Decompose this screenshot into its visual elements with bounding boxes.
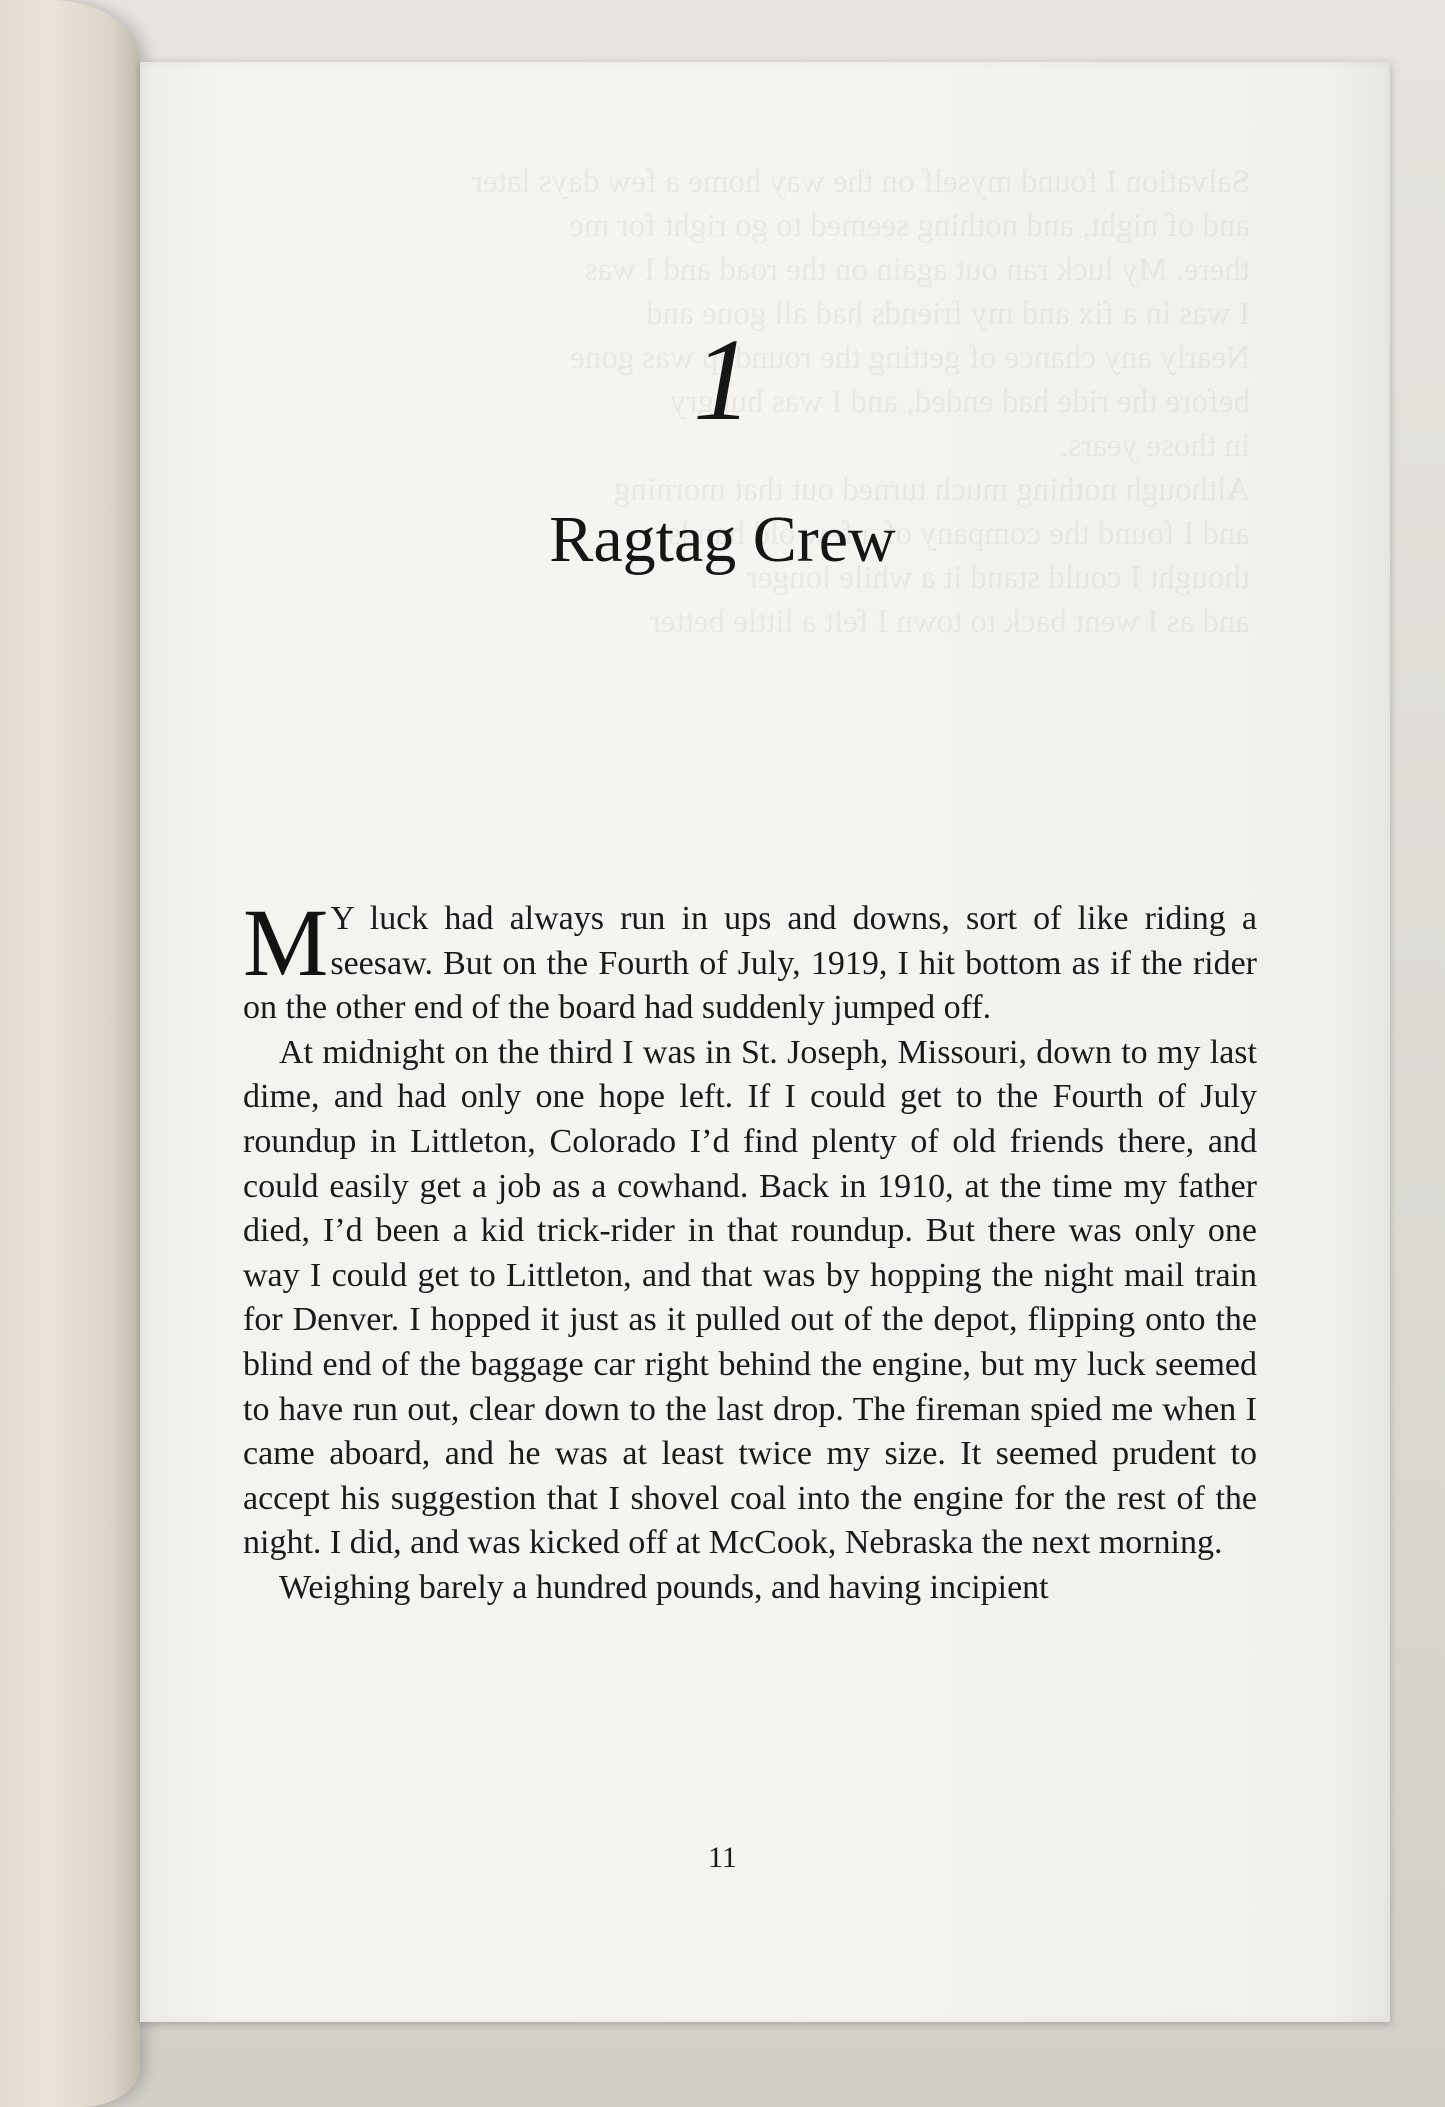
facing-page-edge <box>0 0 140 2107</box>
chapter-body <box>243 889 1257 1611</box>
drop-cap: M <box>243 889 329 996</box>
paragraph-1 <box>243 889 1257 1031</box>
chapter-number: 1 <box>693 314 752 445</box>
paragraph-2: At midnight on the third I was in St. Joseph, Missouri, down to my last dime, and had only one hope left. If I could get to the Fourth of July roundup in Littleton, Colorado I’d find plenty of old friends there, and could easily get a job as a cowhand. Back in 1910, at the time my father died, I’d been a kid trick-rider in that roundup. But there was only one way I could get to Littleton, and that was by hopping the night mail train for Denver. I hopped it just as it pulled out of the depot, flipping onto the blind end of the baggage car right behind the engine, but my luck seemed to have run out, clear down to the last drop. The fireman spied me when I came aboard, and he was at least twice my size. It seemed prudent to accept his suggestion that I shovel coal into the engine for the rest of the night. I did, and was kicked off at McCook, Nebraska the next morning. <box>243 1033 1257 1562</box>
chapter-title: Ragtag Crew <box>549 503 896 576</box>
page-number: 11 <box>708 1841 737 1874</box>
paragraph-1-text: Y luck had always run in ups and downs, sort of like riding a seesaw. But on the Fourth of July, 1919, I hit bottom as if the rider on the other end of the board had suddenly jumped off. <box>243 900 1257 1027</box>
paragraph-3: Weighing barely a hundred pounds, and having incipient <box>279 1568 1049 1606</box>
